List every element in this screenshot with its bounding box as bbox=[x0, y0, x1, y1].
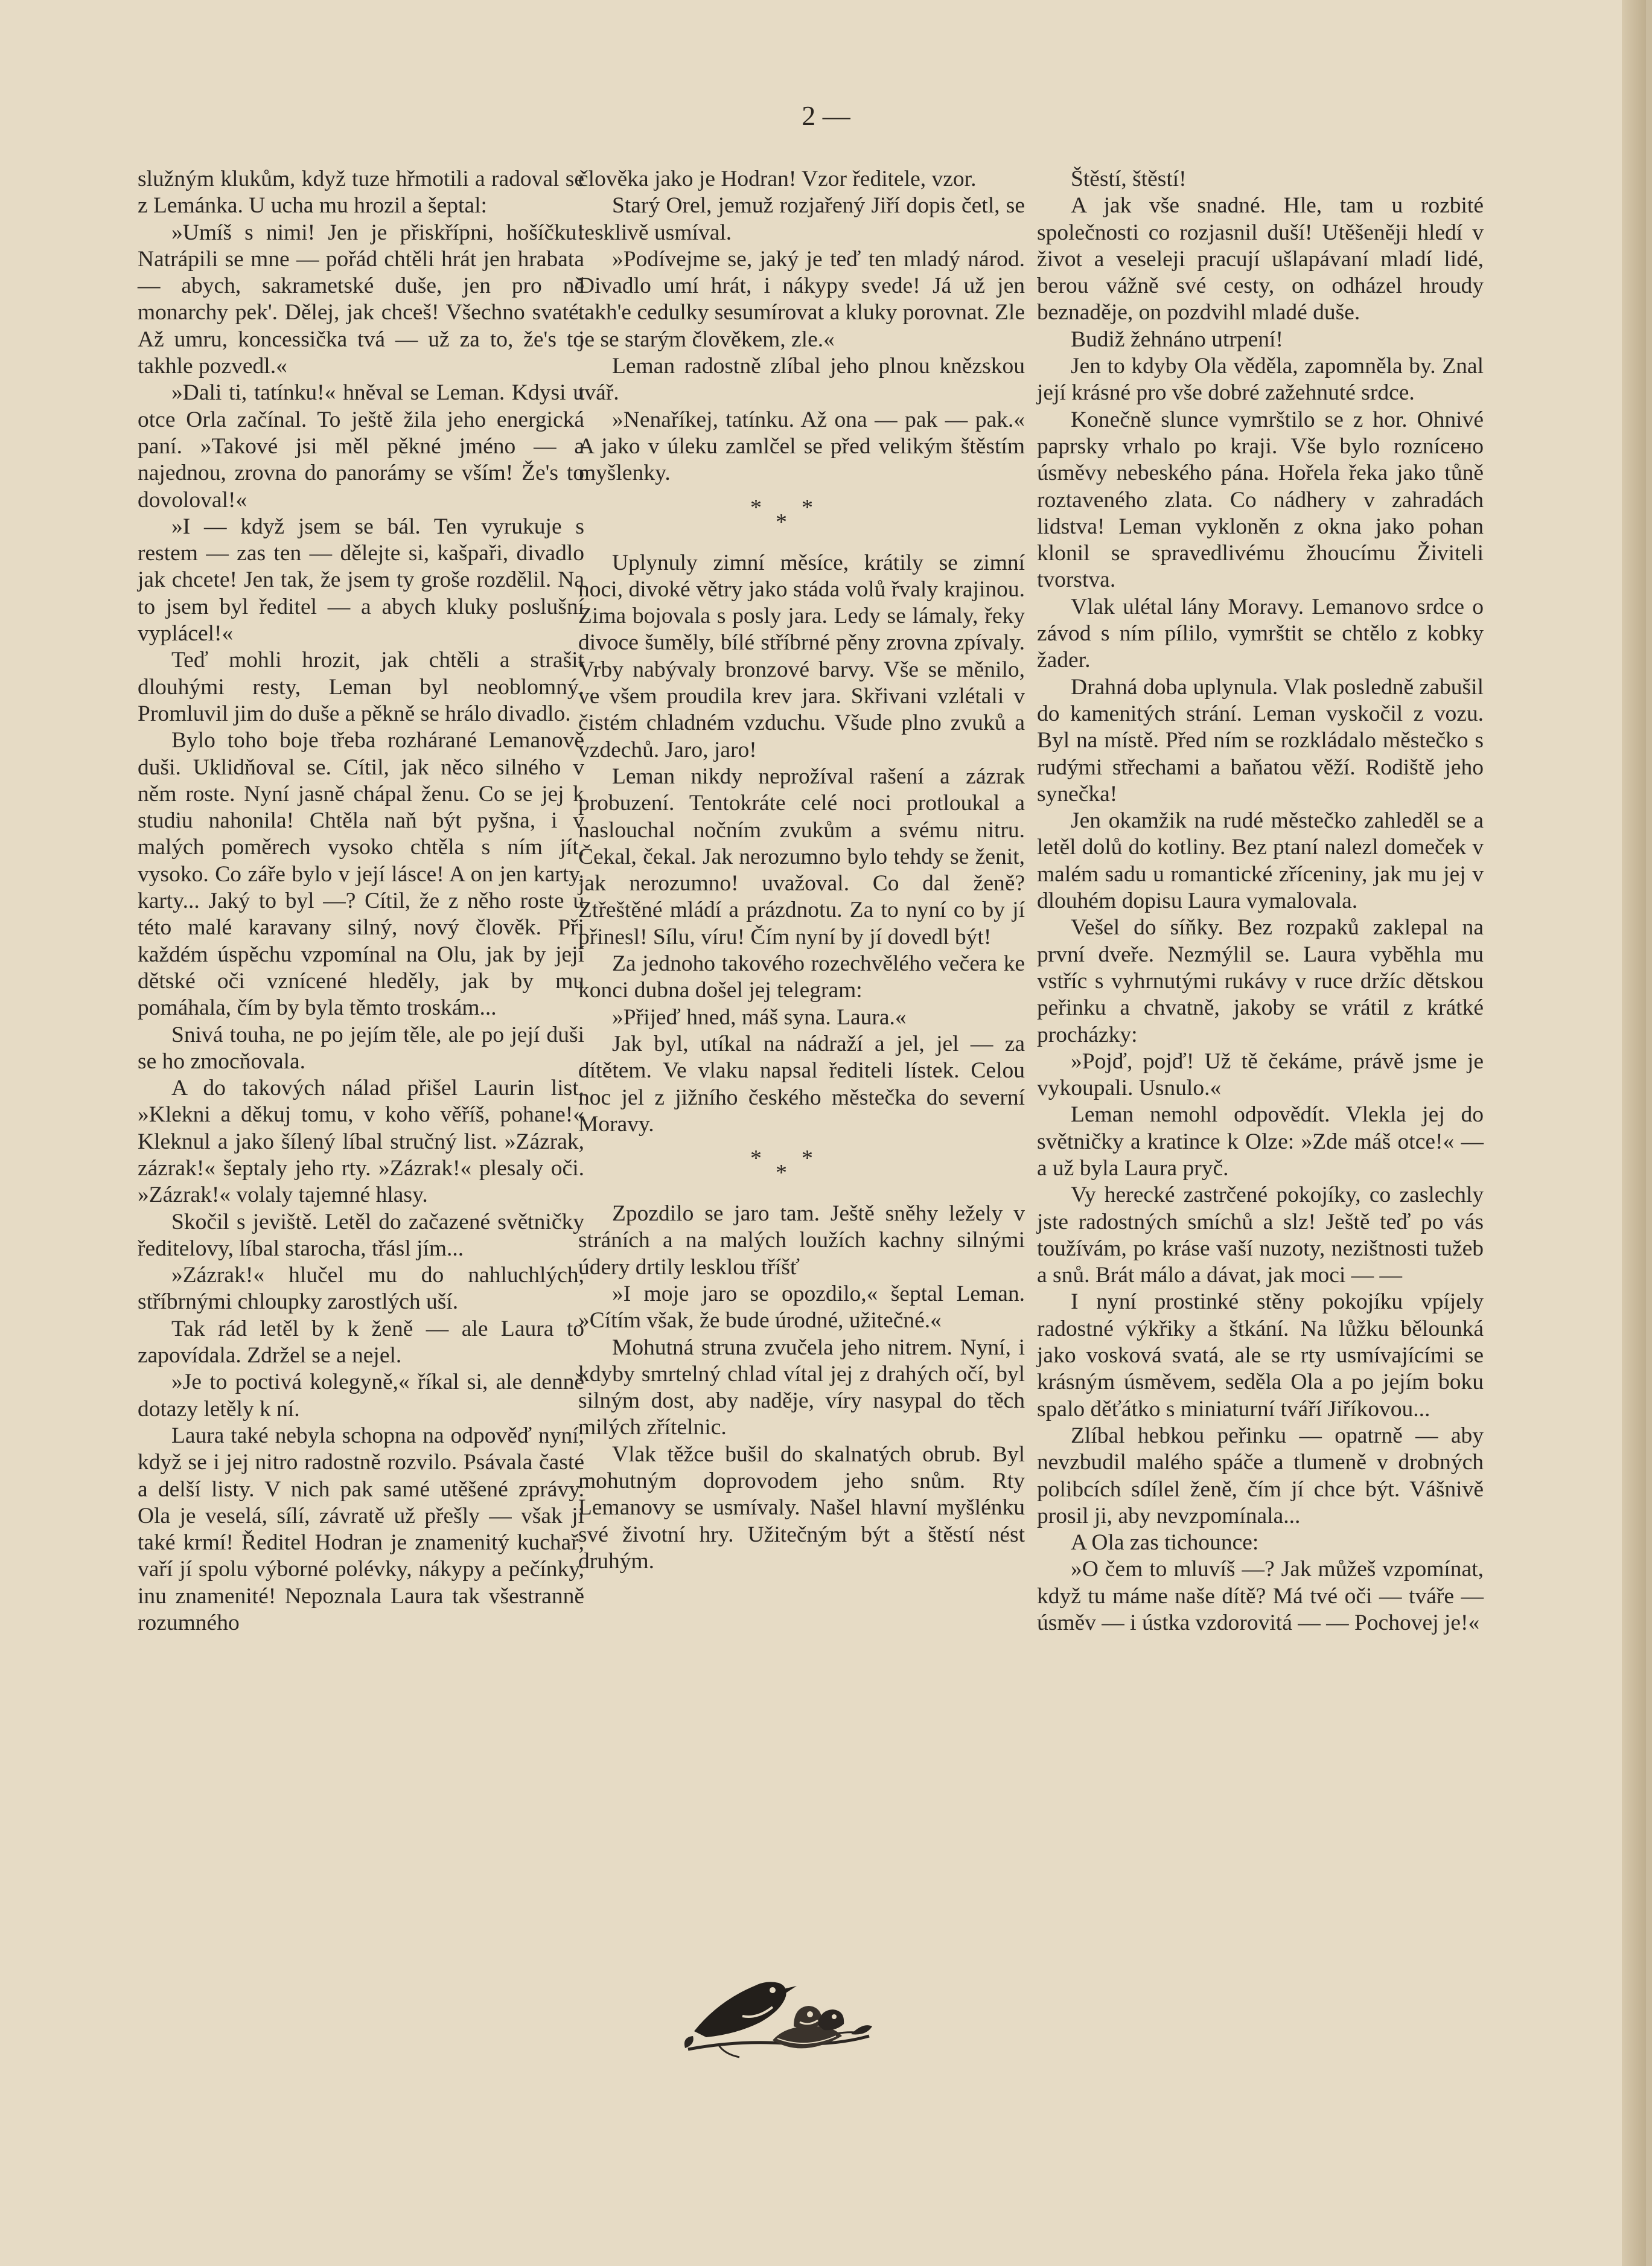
paragraph: A do takových nálad přišel Laurin list. »Klekni a děkuj tomu, v koho věříš, pohane!« Kleknul a jako šílený líbal stručný list. »Zázrak, zázrak!« šeptaly jeho rty. »Zázrak!« plesaly oči. »Zázrak!« volaly tajemné hlasy. bbox=[138, 1076, 584, 1208]
paragraph: Starý Orel, jemuž rozjařený Jiří dopis četl, se tesklivě usmíval. bbox=[578, 193, 1025, 245]
paragraph: A Ola zas tichounce: bbox=[1071, 1530, 1259, 1556]
paragraph: Vlak ulétal lány Moravy. Lemanovo srdce o závod s ním pílilo, vymrštit se chtělo z kobky žader. bbox=[1037, 594, 1484, 673]
paragraph: Snivá touha, ne po jejím těle, ale po její duši se ho zmocňovala. bbox=[138, 1022, 584, 1074]
paragraph: Zlíbal hebkou peřinku — opatrně — aby nevzbudil malého spáče a tlumeně v drobných polibcích sdílel ženě, čím jí chce být. Vášnivě prosil ji, aby nevzpomínala... bbox=[1037, 1423, 1484, 1528]
paragraph: Skočil s jeviště. Letěl do začazené světničky ředitelovy, líbal starocha, třásl jím... bbox=[138, 1209, 584, 1261]
paragraph: »Dali ti, tatínku!« hněval se Leman. Kdysi u otce Orla začínal. To ještě žila jeho energická paní. »Takové jsi měl pěkné jméno — a najednou, zrovna do panorámy se vším! Že's to dovoloval!« bbox=[138, 380, 584, 512]
paragraph: Budiž žehnáno utrpení! bbox=[1071, 327, 1283, 352]
paragraph: I nyní prostinké stěny pokojíku vpíjely radostné výkřiky a štkání. Na lůžku bělounká jako vosková svatá, ale se rty usmívajícími se krásným úsměvem, seděla Ola a po jejím boku spalo děťátko s miniaturní tváří Jiříkovou... bbox=[1037, 1289, 1484, 1422]
paragraph: Bylo toho boje třeba rozhárané Lemanově duši. Uklidňoval se. Cítil, jak něco silného v něm roste. Nyní jasně chápal ženu. Co se jej k studiu nahonila! Chtěla naň být pyšna, i v malých poměrech vysoko chtěla s ním jít, vysoko. Co záře bylo v její lásce! A on jen karty, karty... Jaký to byl —? Cítil, že z něho roste u této malé karavany silný, nový člověk. Při každém úspěchu vzpomínal na Olu, jak by její dětské oči vznícené hleděly, jak by mu pomáhala, čím by byla těmto troskám... bbox=[138, 728, 584, 1021]
paragraph: »Přijeď hned, máš syna. Laura.« bbox=[612, 1004, 907, 1030]
section-divider-stars bbox=[578, 487, 1025, 550]
paragraph: Vešel do síňky. Bez rozpaků zaklepal na první dveře. Nezmýlil se. Laura vyběhla mu vstříc s vyhrnutými rukávy v ruce držíc dětskou peřinku a chvatně, jakoby se vrátil z krátké procházky: bbox=[1037, 915, 1484, 1047]
paragraph: Uplynuly zimní měsíce, krátily se zimní noci, divoké větry jako stáda volů řvaly krajinou. Zima bojovala s posly jara. Ledy se lámaly, řeky divoce šuměly, bílé stříbrné pěny zrovna zpívaly. Vrby nabývaly bronzové barvy. Vše se měnilo, ve všem proudila krev jara. Skřivani vzlétali v čistém chladném vzduchu. Všude plno zvuků a vzdechů. Jaro, jaro! bbox=[578, 550, 1025, 762]
paragraph: Teď mohli hrozit, jak chtěli a strašit dlouhými resty, Leman byl neoblomný. Promluvil jim do duše a pěkně se hrálo divadlo. bbox=[138, 648, 584, 726]
column-right bbox=[1037, 166, 1484, 1636]
paragraph: »Podívejme se, jaký je teď ten mladý národ. Divadlo umí hrát, i nákypy svede! Já už jen takh'e cedulky sesumírovat a kluky porovnat. Zle je se starým člověkem, zle.« bbox=[578, 246, 1025, 352]
star: * bbox=[802, 1146, 813, 1172]
paragraph: Vy herecké zastrčené pokojíky, co zaslechly jste radostných smíchů a slz! Ještě teď po vás toužívám, po kráse vaší nuzoty, nezištnosti tužeb a snů. Brát málo a dávat, jak moci — — bbox=[1037, 1182, 1484, 1288]
paragraph: Vlak těžce bušil do skalnatých obrub. Byl mohutným doprovodem jeho snům. Rty Lemanovy se usmívaly. Našel hlavní myšlénku své životní hry. Užitečným být a štěstí nést druhým. bbox=[578, 1441, 1025, 1574]
paragraph: Za jednoho takového rozechvělého večera ke konci dubna došel jej telegram: bbox=[578, 951, 1025, 1003]
paragraph: Jen to kdyby Ola věděla, zapomněla by. Znal její krásné pro vše dobré zažehnuté srdce. bbox=[1037, 354, 1484, 406]
paragraph: »Je to poctivá kolegyně,« říkal si, ale denně dotazy letěly k ní. bbox=[138, 1370, 584, 1422]
paragraph: »Pojď, pojď! Už tě čekáme, právě jsme je vykoupali. Usnulo.« bbox=[1037, 1048, 1484, 1101]
column-middle bbox=[578, 166, 1025, 1575]
paragraph: »Zázrak!« hlučel mu do nahluchlých, stříbrnými chloupky zarostlých uší. bbox=[138, 1263, 584, 1315]
star: * bbox=[776, 1160, 787, 1186]
paragraph: »I moje jaro se opozdilo,« šeptal Leman. »Cítím však, že bude úrodné, užitečné.« bbox=[578, 1281, 1025, 1333]
birds-vignette-icon bbox=[682, 1959, 875, 2061]
paragraph: A jak vše snadné. Hle, tam u rozbité společnosti co rozjasnil duší! Utěšeněji hledí v život a veseleji pracují ušlapávaní mladí lidé, berou vážně své cesty, on odházel hroudy beznaděje, on pozdvihl mladé duše. bbox=[1037, 193, 1484, 325]
paragraph: Leman nemohl odpovědít. Vlekla jej do světničky a kratince k Olze: »Zde máš otce!« — a už byla Laura pryč. bbox=[1037, 1102, 1484, 1181]
paragraph: Štěstí, štěstí! bbox=[1071, 167, 1187, 191]
paragraph: »I — když jsem se bál. Ten vyrukuje s restem — zas ten — dělejte si, kašpaři, divadlo jak chcete! Jen tak, že jsem ty groše rozdělil. Na to jsem byl ředitel — a abych kluky poslušní vyplácel!« bbox=[138, 514, 584, 646]
star: * bbox=[776, 509, 787, 535]
star: * bbox=[750, 1146, 762, 1172]
paragraph: Jen okamžik na rudé městečko zahleděl se a letěl dolů do kotliny. Bez ptaní nalezl domeček v malém sadu u romantické zříceniny, jak mu jej v dlouhém dopisu Laura vymalovala. bbox=[1037, 808, 1484, 914]
page-edge bbox=[1622, 0, 1646, 2266]
paragraph: Mohutná struna zvučela jeho nitrem. Nyní, i kdyby smrtelný chlad vítal jej z drahých očí, byl silným dost, aby naděje, víry nasypal do těch milých zřítelnic. bbox=[578, 1335, 1025, 1440]
paragraph: člověka jako je Hodran! Vzor ředitele, vzor. bbox=[578, 167, 977, 191]
paragraph: Leman nikdy neprožíval rašení a zázrak probuzení. Tentokráte celé noci protloukal a naslouchal nočním zvukům a svému nitru. Čekal, čekal. Jak nerozumno bylo tehdy se ženit, jak nerozumno! uvažoval. Co dal ženě? Ztřeštěné mládí a prázdnotu. Za to nyní co by jí přinesl! Sílu, víru! Čím nyní by jí dovedl být! bbox=[578, 764, 1025, 949]
paragraph: Drahná doba uplynula. Vlak posledně zabušil do kamenitých strání. Leman vyskočil z vozu. Byl na místě. Před ním se rozkládalo městečko s rudými střechami a baňatou věží. Rodiště jeho synečka! bbox=[1037, 674, 1484, 806]
column-left bbox=[138, 166, 584, 1636]
star: * bbox=[750, 494, 762, 520]
paragraph: »Nenaříkej, tatínku. Až ona — pak — pak.« A jako v úleku zamlčel se před velikým štěstím myšlenky. bbox=[578, 407, 1025, 486]
paragraph: Konečně slunce vymrštilo se z hor. Ohnivé paprsky vrhalo po kraji. Vše bylo roznícено úsměvy nebeského pána. Hořela řeka jako tůně roztaveného zlata. Co nádhery v zahradách lidstva! Leman vykloněn z okna jako pohan klonil se spravedlivému žhoucímu Živiteli tvorstva. bbox=[1037, 407, 1484, 593]
paragraph: »Umíš s nimi! Jen je přiskřípni, hošíčku! Natrápili se mne — pořád chtěli hrát jen hrabata — abych, sakrametské duše, jen pro ně monarchy pek'. Dělej, jak chceš! Všechno svaté. Až umru, koncessička tvá — už za to, že's to takhle pozvedl.« bbox=[138, 220, 584, 379]
star: * bbox=[802, 494, 813, 520]
paragraph: Tak rád letěl by k ženě — ale Laura to zapovídala. Zdržel se a nejel. bbox=[138, 1316, 584, 1368]
section-divider-stars bbox=[578, 1138, 1025, 1201]
paragraph: Laura také nebyla schopna na odpověď nyní, když se i jej nitro radostně rozvilo. Psávala časté a delší listy. V nich pak samé utěšené zprávy. Ola je veselá, sílí, závratě už přešly — však ji také krmí! Ředitel Hodran je znamenitý kuchař, vaří jí spolu výborné polévky, nákypy a pečínky, inu znamenité! Nepoznala Laura tak všestranně rozumného bbox=[138, 1423, 584, 1636]
paragraph: Leman radostně zlíbal jeho plnou knězskou tvář. bbox=[578, 354, 1025, 406]
paragraph: »O čem to mluvíš —? Jak můžeš vzpomínat, když tu máme naše dítě? Má tvé oči — tváře — úsměv — i ústka vzdorovitá — — Pochovej je!« bbox=[1037, 1557, 1484, 1636]
paragraph: Jak byl, utíkal na nádraží a jel, jel — za dítětem. Ve vlaku napsal řediteli lístek. Celou noc jel z jižního českého městečka do severní Moravy. bbox=[578, 1031, 1025, 1137]
page-number: 2 — bbox=[802, 100, 850, 131]
paragraph: Zpozdilo se jaro tam. Ještě sněhy ležely v stráních a na malých loužích kachny silnými údery drtily lesklou tříšť bbox=[578, 1201, 1025, 1280]
paragraph: služným klukům, když tuze hřmotili a radoval se z Lemánka. U ucha mu hrozil a šeptal: bbox=[138, 167, 584, 219]
